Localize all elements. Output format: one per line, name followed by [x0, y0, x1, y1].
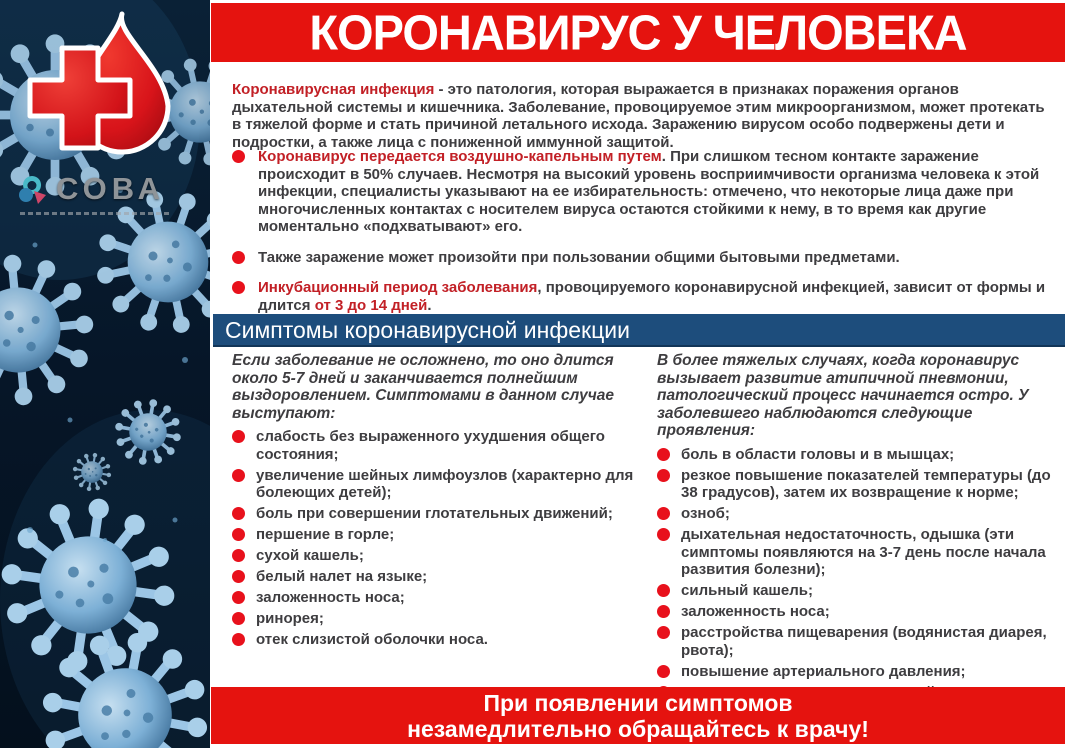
symptom-text: белый налет на языке; — [256, 568, 428, 585]
symptom-list-severe — [657, 446, 1063, 702]
symptoms-section-banner: Симптомы коронавирусной инфекции — [213, 314, 1065, 347]
symptoms-column-mild — [232, 352, 644, 652]
logo-block — [6, 8, 204, 215]
fact-end: . — [427, 296, 432, 314]
symptom-text: заложенность носа; — [256, 589, 405, 606]
fact-lead: Коронавирус передается воздушно-капельным путем — [258, 148, 662, 165]
bullet-icon — [657, 528, 670, 541]
symptom-item — [232, 589, 644, 607]
bullet-icon — [657, 665, 670, 678]
symptom-text: сухой кашель; — [256, 547, 364, 564]
cta-line2: незамедлительно обращайтесь к врачу! — [407, 715, 869, 742]
symptom-item — [232, 428, 644, 463]
cta-line1: При появлении симптомов — [483, 689, 793, 716]
symptom-text: дыхательная недостаточность, одышка (эти симптомы появляются на 3-7 день после начала развития болезни); — [681, 526, 1046, 578]
symptom-text: резкое повышение показателей температуры (до 38 градусов), затем их возвращение к норме; — [681, 466, 1051, 501]
intro-paragraph — [232, 81, 1058, 151]
column-intro: Если заболевание не осложнено, то оно длится около 5-7 дней и заканчивается полнейшим выздоровлением. Симптомами в данном случае выступают: — [232, 352, 614, 422]
fact-lead: Инкубационный период заболевания — [258, 279, 538, 296]
symptom-item — [657, 467, 1063, 502]
symptom-list-mild — [232, 428, 644, 649]
symptom-item — [657, 663, 1063, 681]
call-to-action-banner — [211, 687, 1065, 744]
bullet-icon — [657, 507, 670, 520]
bullet-icon — [232, 633, 245, 646]
symptom-text: слабость без выраженного ухудшения общего состояния; — [256, 428, 605, 463]
brand-tagline — [20, 212, 172, 215]
symptom-text: першение в горле; — [256, 526, 395, 543]
symptom-text: боль при совершении глотательных движений; — [256, 505, 613, 522]
fact-rest: . При слишком тесном контакте заражение происходит в 50% случаев. Несмотря на высокий уровень восприимчивости организма человека к этой инфекции, специалисты указывают на ее избирательность: отмечено, что некоторые лица даже при многочисленных контактах с носителем вируса остаются стойкими к нему, в то время как другие моментально «подхватывают» его. — [258, 148, 1040, 235]
symptom-text: сильный кашель; — [681, 582, 814, 599]
brand-name: СОВА — [56, 171, 165, 206]
sidebar-artwork — [0, 0, 210, 748]
fact-transmission-household — [232, 249, 1060, 267]
page-title: КОРОНАВИРУС У ЧЕЛОВЕКА — [309, 4, 967, 61]
symptom-text: боль в области головы и в мышцах; — [681, 445, 955, 463]
bullet-icon — [232, 281, 245, 294]
symptom-item — [232, 547, 644, 565]
symptom-item — [232, 526, 644, 544]
bullet-icon — [657, 448, 670, 461]
symptom-item — [232, 610, 644, 628]
symptom-text: заложенность носа; — [681, 603, 830, 620]
symptom-item — [657, 526, 1063, 579]
intro-rest: - это патология, которая выражается в признаках поражения органов дыхательной системы и кишечника. Заболевание, провоцируемое этим микроорганизмом, может протекать в тяжелой форме и стать причиной летального исхода. Заражению вирусом особо подвержены дети и подростки, а также лица с пониженной иммунной защитой. — [232, 81, 1045, 151]
symptom-text: ринорея; — [256, 610, 324, 627]
fact-text — [258, 249, 900, 267]
bullet-icon — [232, 528, 245, 541]
symptom-item — [657, 582, 1063, 600]
fact-text — [258, 148, 1060, 236]
sova-owl-icon — [18, 173, 48, 205]
symptom-item — [232, 467, 644, 502]
column-intro: В более тяжелых случаях, когда коронавирус вызывает развитие атипичной пневмонии, патологический процесс начинается остро. У заболевшего наблюдаются следующие проявления: — [657, 352, 1029, 439]
bullet-icon — [232, 150, 245, 163]
symptom-item — [657, 603, 1063, 621]
symptom-item — [657, 446, 1063, 464]
symptom-item — [232, 505, 644, 523]
bullet-icon — [232, 612, 245, 625]
symptom-text: отек слизистой оболочки носа. — [256, 631, 488, 648]
fact-rest: Также заражение может произойти при пользовании общими бытовыми предметами. — [258, 248, 900, 266]
symptom-text: озноб; — [681, 505, 730, 522]
symptom-item — [232, 631, 644, 649]
fact-transmission-airborne — [232, 148, 1060, 236]
symptom-item — [657, 624, 1063, 659]
symptom-text: расстройства пищеварения (водянистая диарея, рвота); — [681, 624, 1047, 659]
bullet-icon — [232, 469, 245, 482]
fact-em: от 3 до 14 дней — [314, 296, 428, 314]
bullet-icon — [657, 584, 670, 597]
bullet-icon — [657, 469, 670, 482]
bullet-icon — [232, 549, 245, 562]
bullet-icon — [657, 605, 670, 618]
bullet-icon — [232, 251, 245, 264]
fact-rest: , провоцируемого коронавирусной инфекцией, зависит от формы и длится — [258, 279, 1046, 314]
brand-row — [18, 171, 204, 207]
title-banner — [211, 3, 1065, 62]
bullet-icon — [232, 570, 245, 583]
intro-lead: Коронавирусная инфекция — [232, 81, 435, 98]
symptom-text: повышение артериального давления; — [681, 662, 966, 680]
bullet-icon — [232, 507, 245, 520]
fact-text — [258, 279, 1060, 314]
bullet-icon — [232, 430, 245, 443]
blood-drop-cross-logo — [6, 8, 204, 160]
bullet-icon — [232, 591, 245, 604]
facts-section — [232, 148, 1060, 323]
symptom-text: увеличение шейных лимфоузлов (характерно для болеющих детей); — [256, 466, 634, 501]
bullet-icon — [657, 626, 670, 639]
symptom-item — [657, 505, 1063, 523]
symptom-item — [232, 568, 644, 586]
symptoms-column-severe — [657, 352, 1063, 705]
fact-incubation-period — [232, 279, 1060, 314]
